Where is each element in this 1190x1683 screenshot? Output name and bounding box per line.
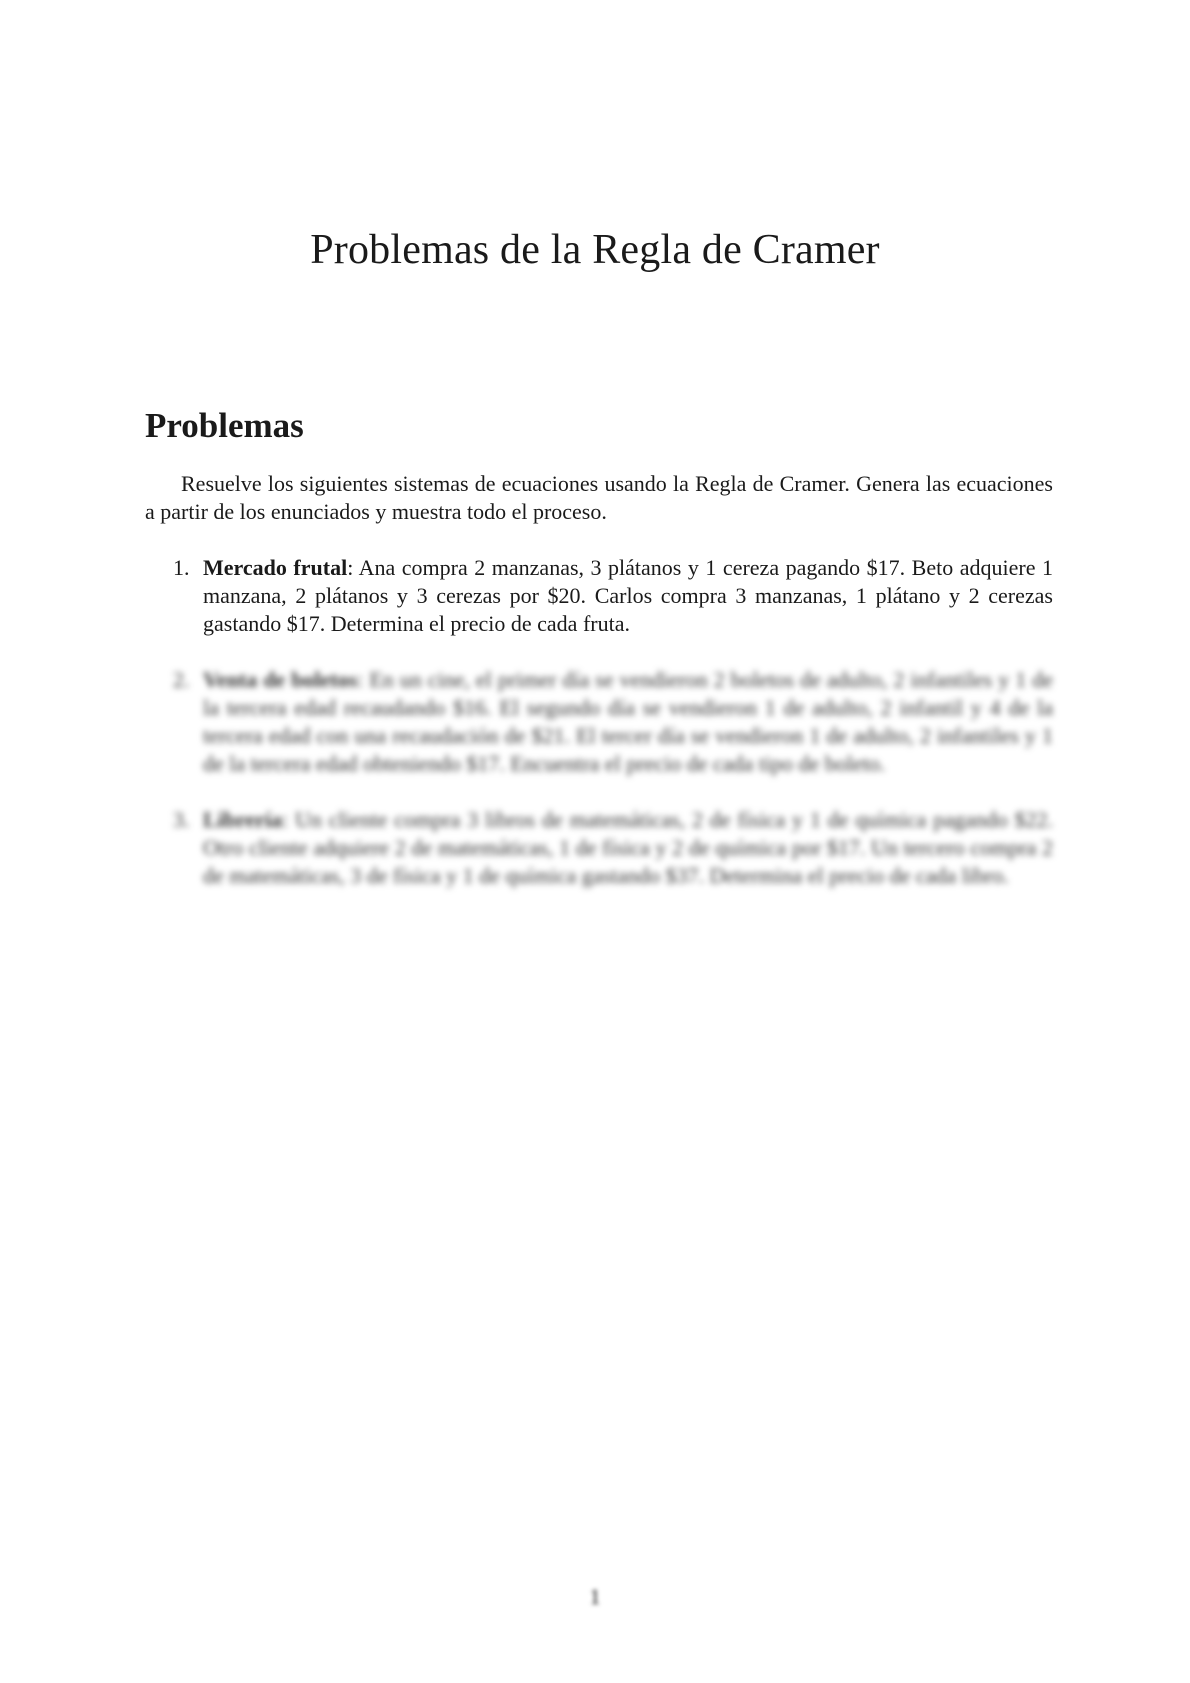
document-title: Problemas de la Regla de Cramer bbox=[310, 227, 880, 273]
page-number: 1 bbox=[589, 1584, 601, 1609]
intro-paragraph: Resuelve los siguientes sistemas de ecuaciones usando la Regla de Cramer. Genera las ecuaciones a partir de los enunciados y muestra todo el proceso. bbox=[145, 471, 1053, 524]
problem-number: 3. bbox=[173, 807, 190, 832]
problem-text: : En un cine, el primer día se vendieron 2 boletos de adulto, 2 infantiles y 1 de la tercera edad recaudando $16. El segundo día se vendieron 1 de adulto, 2 infantil y 4 de la tercera edad con una recaudación de $21. El tercer día se vendieron 1 de adulto, 2 infantiles y 1 de la tercera edad obteniendo $17. Encuentra el precio de cada tipo de boleto. bbox=[203, 667, 1053, 776]
problem-item-3 bbox=[145, 806, 1053, 890]
problem-text: : Ana compra 2 manzanas, 3 plátanos y 1 cereza pagando $17. Beto adquiere 1 manzana, 2 plátanos y 3 cerezas por $20. Carlos compra 3 manzanas, 1 plátano y 2 cerezas gastando $17. Determina el precio de cada fruta. bbox=[203, 555, 1053, 636]
problem-list bbox=[145, 554, 1053, 890]
problem-number: 2. bbox=[173, 667, 190, 692]
problem-item-1 bbox=[145, 554, 1053, 638]
problem-name: Mercado frutal bbox=[203, 555, 348, 580]
problem-name: Venta de boletos bbox=[203, 667, 358, 692]
problem-number: 1. bbox=[173, 555, 190, 580]
problem-text: : Un cliente compra 3 libros de matemáticas, 2 de física y 1 de química pagando $22. Otro cliente adquiere 2 de matemáticas, 1 de física y 2 de química por $17. Un tercero compra 2 de matemáticas, 3 de física y 1 de química gastando $37. Determina el precio de cada libro. bbox=[203, 807, 1053, 888]
problem-item-2 bbox=[145, 666, 1053, 778]
section-heading: Problemas bbox=[145, 406, 304, 445]
problem-name: Librería bbox=[203, 807, 283, 832]
